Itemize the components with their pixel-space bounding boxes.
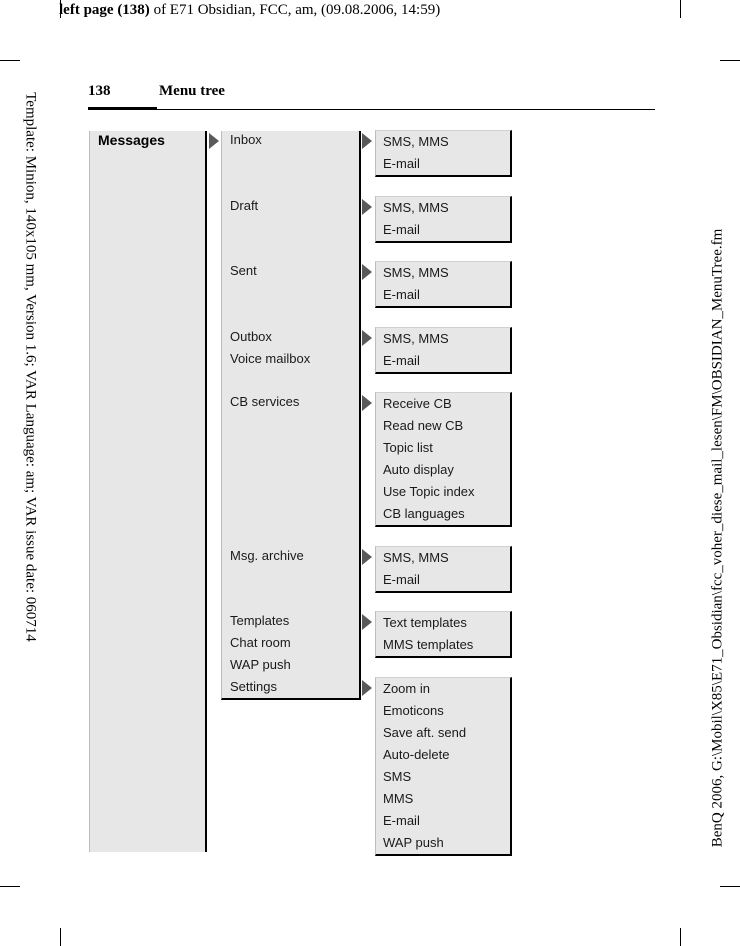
submenu-item: Zoom in bbox=[383, 681, 430, 696]
submenu-item: E-mail bbox=[383, 287, 420, 302]
page-number: 138 bbox=[88, 83, 111, 99]
submenu-item: E-mail bbox=[383, 813, 420, 828]
side-template-text bbox=[20, 72, 40, 662]
crop-mark bbox=[680, 928, 681, 946]
side-file-path bbox=[708, 188, 728, 888]
submenu-item: Text templates bbox=[383, 615, 467, 630]
menu-item-msg-archive: Msg. archive bbox=[230, 548, 304, 563]
submenu-sent bbox=[375, 261, 512, 308]
submenu-item: Read new CB bbox=[383, 418, 464, 433]
header-rule-accent bbox=[88, 107, 157, 110]
page-title: Menu tree bbox=[159, 83, 225, 99]
submenu-item: E-mail bbox=[383, 222, 420, 237]
menu-item-draft: Draft bbox=[230, 198, 259, 213]
menu-item-cb-services: CB services bbox=[230, 394, 300, 409]
print-header bbox=[59, 0, 479, 20]
submenu-draft bbox=[375, 196, 512, 243]
crop-mark bbox=[0, 60, 20, 61]
submenu-item: Use Topic index bbox=[383, 484, 475, 499]
submenu-item: E-mail bbox=[383, 353, 420, 368]
submenu-item: Auto display bbox=[383, 462, 454, 477]
side-template-label: Template: Minion, 140x105 mm, Version 1.6; VAR Language: am; VAR issue date: 060714 bbox=[22, 92, 39, 642]
submenu-item: SMS, MMS bbox=[383, 200, 449, 215]
menu-item-templates: Templates bbox=[230, 613, 290, 628]
submenu-item: MMS templates bbox=[383, 637, 474, 652]
submenu-item: E-mail bbox=[383, 572, 420, 587]
crop-mark bbox=[720, 60, 740, 61]
submenu-msg-archive bbox=[375, 546, 512, 593]
submenu-item: Emoticons bbox=[383, 703, 444, 718]
menu-root-messages: Messages bbox=[98, 132, 165, 148]
arrow-right-icon bbox=[362, 549, 372, 565]
crop-mark bbox=[60, 928, 61, 946]
submenu-item: Receive CB bbox=[383, 396, 452, 411]
menu-column-root bbox=[89, 131, 207, 852]
arrow-right-icon bbox=[362, 133, 372, 149]
print-header-rest: of E71 Obsidian, FCC, am, (09.08.2006, 14:59) bbox=[149, 2, 441, 18]
menu-item-settings: Settings bbox=[230, 679, 277, 694]
arrow-right-icon bbox=[362, 330, 372, 346]
arrow-right-icon bbox=[209, 133, 219, 149]
submenu-item: WAP push bbox=[383, 835, 444, 850]
crop-mark bbox=[0, 886, 20, 887]
submenu-settings bbox=[375, 677, 512, 856]
menu-item-wap-push: WAP push bbox=[230, 657, 291, 672]
submenu-item: MMS bbox=[383, 791, 414, 806]
crop-mark bbox=[680, 0, 681, 18]
arrow-right-icon bbox=[362, 395, 372, 411]
arrow-right-icon bbox=[362, 264, 372, 280]
menu-item-voice-mailbox: Voice mailbox bbox=[230, 351, 311, 366]
menu-item-outbox: Outbox bbox=[230, 329, 272, 344]
submenu-item: SMS, MMS bbox=[383, 331, 449, 346]
submenu-item: Save aft. send bbox=[383, 725, 467, 740]
menu-item-chat-room: Chat room bbox=[230, 635, 291, 650]
submenu-item: SMS bbox=[383, 769, 412, 784]
submenu-item: SMS, MMS bbox=[383, 134, 449, 149]
submenu-item: E-mail bbox=[383, 156, 420, 171]
submenu-outbox bbox=[375, 327, 512, 374]
submenu-item: SMS, MMS bbox=[383, 265, 449, 280]
submenu-item: SMS, MMS bbox=[383, 550, 449, 565]
side-file-path-label: BenQ 2006, G:\Mobil\X85\E71_Obsidian\fcc_voher_diese_mail_lesen\FM\OBSIDIAN_MenuTree.fm bbox=[709, 228, 726, 848]
menu-item-inbox: Inbox bbox=[230, 132, 262, 147]
arrow-right-icon bbox=[362, 614, 372, 630]
submenu-item: Auto-delete bbox=[383, 747, 450, 762]
submenu-item: CB languages bbox=[383, 506, 465, 521]
submenu-item: Topic list bbox=[383, 440, 433, 455]
arrow-right-icon bbox=[362, 680, 372, 696]
arrow-right-icon bbox=[362, 199, 372, 215]
submenu-inbox bbox=[375, 130, 512, 177]
submenu-cb-services bbox=[375, 392, 512, 527]
header-rule bbox=[88, 109, 655, 110]
menu-item-sent: Sent bbox=[230, 263, 257, 278]
print-header-prefix: left page (138) bbox=[59, 2, 150, 18]
submenu-templates bbox=[375, 611, 512, 658]
